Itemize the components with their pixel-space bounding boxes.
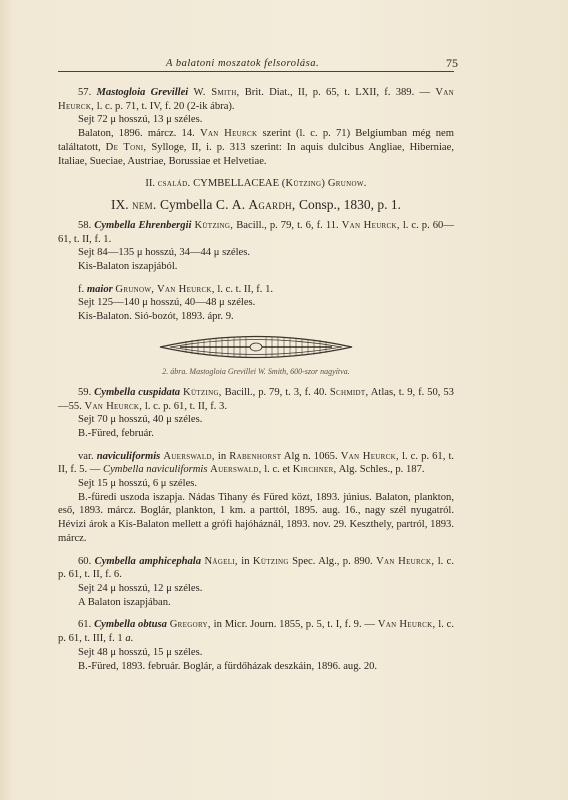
form-entry-maior	[58, 283, 454, 324]
author: Heurck,	[398, 555, 435, 567]
species-entry-59	[58, 386, 454, 441]
author: Nägeli,	[204, 555, 238, 567]
author: W. Smith,	[193, 87, 240, 98]
entry-line: 58. Cymbella Ehrenbergii Kützing, Bacill., p. 79, t. 6, f. 11. Van Heurck, l. c. p. 60—61, t. II, f. 1.	[58, 219, 454, 245]
running-title: A balatoni moszatok felsorolása.	[166, 58, 320, 69]
entry-line: 61. Cymbella obtusa Gregory, in Micr. Journ. 1855, p. 5, t. I, f. 9. — Van Heurck, l. c. p. 61, t. III, f. 1 a.	[58, 619, 454, 645]
figure-caption: 2. ábra. Mastogloia Grevillei W. Smith, 600-szor nagyítva.	[162, 366, 350, 376]
measurement-line: Sejt 24 μ hosszú, 12 μ széles.	[78, 582, 203, 594]
page-number: 75	[446, 56, 458, 70]
locality-line: A Balaton iszapjában.	[78, 596, 171, 608]
header-rule	[58, 71, 454, 72]
author: Kützing	[252, 555, 289, 567]
author: Schmidt,	[329, 386, 369, 398]
genus-heading: IX. nem. Cymbella C. A. Agardh, Consp., 1830, p. 1.	[110, 196, 401, 212]
species-name: Cymbella obtusa	[94, 619, 167, 631]
running-header	[58, 56, 458, 76]
locality-line: Kis-Balaton iszapjából.	[78, 261, 178, 273]
variety-name: naviculiformis	[96, 450, 161, 462]
species-name: Cymbella amphicephala	[94, 555, 202, 567]
species-name: Cymbella Ehrenbergii	[94, 219, 192, 231]
species-entry-58	[58, 219, 454, 274]
author: Van	[376, 555, 395, 567]
form-name: maior	[86, 283, 113, 295]
author: Van Heurck	[200, 128, 258, 140]
species-name: Cymbella cuspidata	[94, 386, 181, 398]
author: Heurck,	[399, 619, 436, 631]
locality-line: B.-Füred, február.	[78, 427, 154, 439]
measurement-line: Sejt 84—135 μ hosszú, 34—44 μ széles.	[78, 247, 251, 259]
diatom-illustration	[156, 330, 356, 364]
variety-entry-naviculiformis	[58, 450, 454, 546]
author: Van Heurck,	[341, 219, 400, 231]
author: Van	[377, 619, 397, 631]
measurement-line: Sejt 15 μ hosszú, 6 μ széles.	[78, 478, 198, 490]
entry-line: f. maior Grunow, Van Heurck, l. c. t. II, f. 1.	[78, 283, 274, 295]
author: Auerswald,	[163, 450, 215, 462]
author: Kirchner,	[292, 464, 337, 476]
species-entry-57	[58, 86, 454, 168]
measurement-line: Sejt 70 μ hosszú, 40 μ széles.	[78, 414, 203, 426]
author: Grunow, Van Heurck,	[115, 283, 215, 295]
entry-line: var. naviculiformis Auerswald, in Rabenhorst Alg n. 1065. Van Heurck, l. c. p. 61, t. II, f. 5. — Cymbella naviculiformis Auerswald, l. c. et Kirchner, Alg. Schles., p. 187.	[58, 450, 455, 476]
entry-line: 60. Cymbella amphicephala Nägeli, in Kützing Spec. Alg., p. 890. Van Heurck, l. c. p. 61, t. II, f. 6.	[58, 555, 455, 581]
family-heading: II. család. CYMBELLACEAE (Kützing) Grunow.	[145, 178, 367, 190]
entry-line: 57. Mastogloia Grevillei W. Smith, Brit. Diat., II, p. 65, t. LXII, f. 389. — Van Heurck, l. c. p. 71, t. IV, f. 20 (2-ik ábra).	[58, 87, 454, 112]
author: Rabenhorst	[229, 450, 282, 462]
author: Kützing,	[183, 386, 222, 398]
locality-line: B.-füredi uszoda iszapja. Nádas Tihany és Füred közt, 1893. június. Balaton, plankton, eső, 1893. márcz. Boglár, plankton, 1 km. a parttól, 1895. aug. 16., nagy szél nyugatról. Hévizi árok a Kis-Balaton mellett a grófi hajóháznál, 1893. nov. 29. Keszthely, partról, 1893. márcz.	[58, 491, 454, 544]
measurement-line: Sejt 125—140 μ hosszú, 40—48 μ széles.	[78, 297, 256, 309]
measurement-line: Sejt 72 μ hosszú, 13 μ széles.	[78, 114, 203, 126]
page-body	[58, 86, 454, 673]
locality-line: Kis-Balaton. Sió-bozót, 1893. ápr. 9.	[78, 311, 234, 323]
entry-line: 59. Cymbella cuspidata Kützing, Bacill., p. 79, t. 3, f. 40. Schmidt, Atlas, t. 9, f. 50, 53—55. Van Heurck, l. c. p. 61, t. II, f. 3.	[58, 386, 454, 412]
species-name: Mastogloia Grevillei	[96, 87, 189, 98]
locality-line: B.-Füred, 1893. február. Boglár, a fürdőházak deszkáin, 1896. aug. 20.	[78, 660, 378, 672]
author: Van Heurck,	[340, 450, 399, 462]
measurement-line: Sejt 48 μ hosszú, 15 μ széles.	[78, 646, 203, 658]
species-entry-60	[58, 555, 454, 610]
author: Gregory,	[169, 619, 211, 631]
diatom-figure	[58, 330, 454, 364]
author: De Toni,	[105, 141, 147, 153]
species-entry-61	[58, 618, 454, 673]
locality-line: Balaton, 1896. márcz. 14. Van Heurck szerint (l. c. p. 71) Belgiumban még nem találtatott, De Toni, Sylloge, II, i. p. 313 szerint: In aquis dulcibus Angliae, Hiberniae, Italiae, Sueciae, Austriae, Borussiae et Helvetiae.	[58, 128, 454, 167]
author: Kützing,	[194, 219, 234, 231]
author: Van Heurck,	[58, 87, 454, 112]
author: Van Heurck,	[84, 400, 143, 412]
author: Auerswald,	[210, 464, 262, 476]
